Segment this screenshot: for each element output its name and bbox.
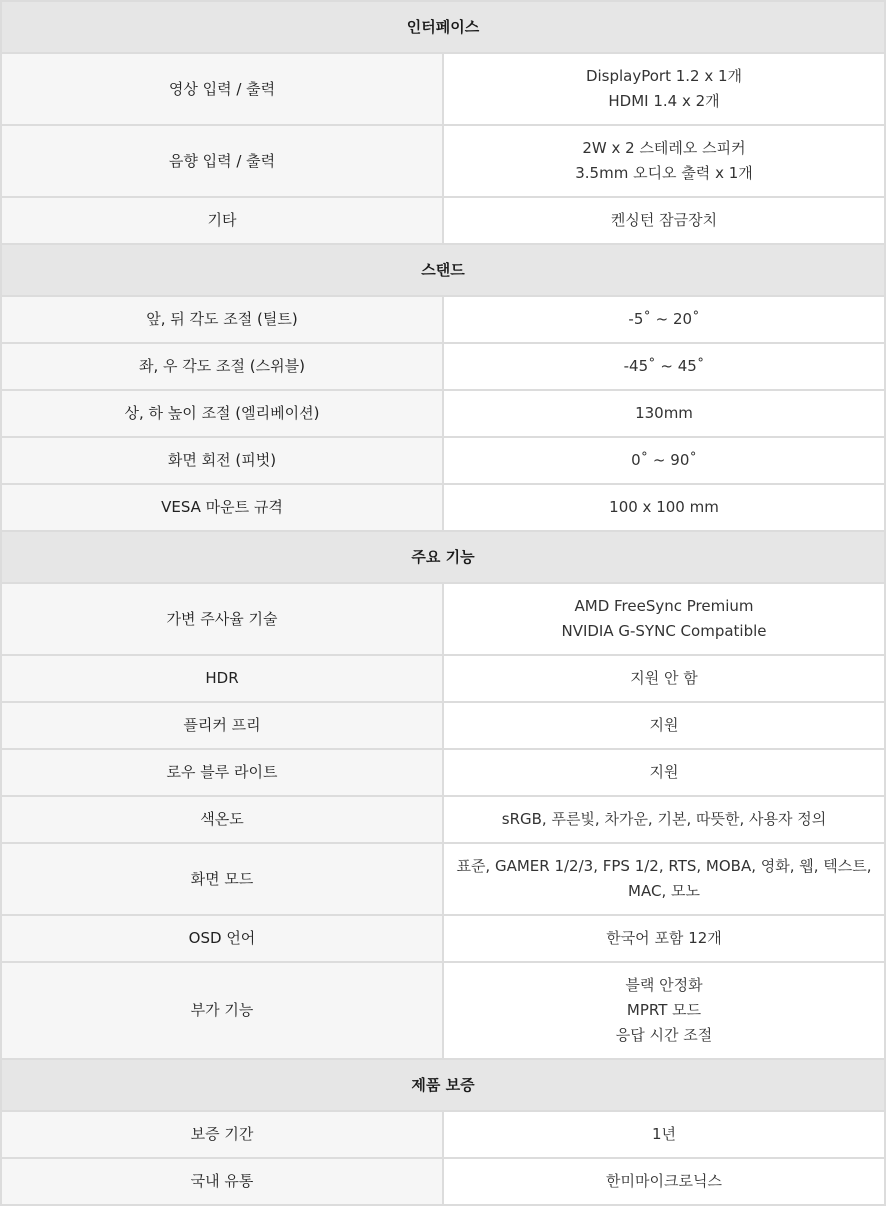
row-value bbox=[443, 343, 885, 390]
row-label: HDR bbox=[1, 655, 443, 702]
row-value bbox=[443, 1158, 885, 1205]
row-value bbox=[443, 962, 885, 1059]
value-line: DisplayPort 1.2 x 1개 bbox=[585, 67, 743, 85]
table-row bbox=[1, 843, 885, 915]
value-line: 1년 bbox=[651, 1125, 677, 1143]
row-label: 색온도 bbox=[1, 796, 443, 843]
table-row bbox=[1, 796, 885, 843]
table-row bbox=[1, 583, 885, 655]
spec-table-body bbox=[1, 1, 885, 1205]
row-value bbox=[443, 1111, 885, 1158]
value-line: 100 x 100 mm bbox=[609, 498, 719, 516]
table-row bbox=[1, 915, 885, 962]
table-row bbox=[1, 125, 885, 197]
table-row bbox=[1, 1111, 885, 1158]
row-value bbox=[443, 437, 885, 484]
table-row bbox=[1, 53, 885, 125]
row-value bbox=[443, 197, 885, 244]
value-line: 지원 안 함 bbox=[630, 669, 698, 687]
row-label: 국내 유통 bbox=[1, 1158, 443, 1205]
row-label: 기타 bbox=[1, 197, 443, 244]
value-line: 3.5mm 오디오 출력 x 1개 bbox=[575, 164, 753, 182]
table-row bbox=[1, 749, 885, 796]
row-label: 플리커 프리 bbox=[1, 702, 443, 749]
row-label: 음향 입력 / 출력 bbox=[1, 125, 443, 197]
row-value bbox=[443, 702, 885, 749]
row-value bbox=[443, 796, 885, 843]
value-line: 표준, GAMER 1/2/3, FPS 1/2, RTS, MOBA, 영화, 웹, 텍스트, MAC, 모노 bbox=[456, 857, 872, 900]
table-row bbox=[1, 390, 885, 437]
table-row bbox=[1, 702, 885, 749]
value-line: 130mm bbox=[635, 404, 693, 422]
section-header-warranty bbox=[1, 1059, 885, 1111]
row-value bbox=[443, 125, 885, 197]
row-label: 보증 기간 bbox=[1, 1111, 443, 1158]
section-header-stand bbox=[1, 244, 885, 296]
section-title: 주요 기능 bbox=[1, 531, 885, 583]
row-value bbox=[443, 484, 885, 531]
table-row bbox=[1, 1158, 885, 1205]
row-value bbox=[443, 296, 885, 343]
section-header-key-features bbox=[1, 531, 885, 583]
row-value bbox=[443, 390, 885, 437]
section-header-interface bbox=[1, 1, 885, 53]
row-value bbox=[443, 915, 885, 962]
row-label: 로우 블루 라이트 bbox=[1, 749, 443, 796]
row-label: 부가 기능 bbox=[1, 962, 443, 1059]
value-line: MPRT 모드 bbox=[626, 1001, 702, 1019]
table-row bbox=[1, 296, 885, 343]
value-line: 지원 bbox=[649, 716, 679, 734]
row-value bbox=[443, 53, 885, 125]
value-line: 응답 시간 조절 bbox=[615, 1026, 713, 1044]
value-line: 0˚ ~ 90˚ bbox=[631, 451, 697, 469]
value-line: NVIDIA G-SYNC Compatible bbox=[561, 622, 767, 640]
value-line: 블랙 안정화 bbox=[625, 976, 703, 994]
value-line: sRGB, 푸른빛, 차가운, 기본, 따뜻한, 사용자 정의 bbox=[501, 810, 827, 828]
value-line: 켄싱턴 잠금장치 bbox=[610, 211, 718, 229]
value-line: HDMI 1.4 x 2개 bbox=[608, 92, 720, 110]
section-title: 스탠드 bbox=[1, 244, 885, 296]
row-label: 화면 모드 bbox=[1, 843, 443, 915]
table-row bbox=[1, 437, 885, 484]
row-label: 앞, 뒤 각도 조절 (틸트) bbox=[1, 296, 443, 343]
row-value bbox=[443, 583, 885, 655]
section-title: 인터페이스 bbox=[1, 1, 885, 53]
row-label: 영상 입력 / 출력 bbox=[1, 53, 443, 125]
table-row bbox=[1, 962, 885, 1059]
table-row bbox=[1, 655, 885, 702]
value-line: 2W x 2 스테레오 스피커 bbox=[582, 139, 746, 157]
row-value bbox=[443, 843, 885, 915]
row-label: OSD 언어 bbox=[1, 915, 443, 962]
value-line: AMD FreeSync Premium bbox=[574, 597, 754, 615]
section-title: 제품 보증 bbox=[1, 1059, 885, 1111]
row-label: 상, 하 높이 조절 (엘리베이션) bbox=[1, 390, 443, 437]
row-label: VESA 마운트 규격 bbox=[1, 484, 443, 531]
value-line: 한미마이크로닉스 bbox=[606, 1172, 722, 1190]
value-line: 지원 bbox=[649, 763, 679, 781]
value-line: -5˚ ~ 20˚ bbox=[628, 310, 700, 328]
table-row bbox=[1, 343, 885, 390]
value-line: -45˚ ~ 45˚ bbox=[623, 357, 705, 375]
row-label: 가변 주사율 기술 bbox=[1, 583, 443, 655]
row-label: 좌, 우 각도 조절 (스위블) bbox=[1, 343, 443, 390]
value-line: 한국어 포함 12개 bbox=[606, 929, 722, 947]
row-value bbox=[443, 749, 885, 796]
row-value bbox=[443, 655, 885, 702]
row-label: 화면 회전 (피벗) bbox=[1, 437, 443, 484]
table-row bbox=[1, 484, 885, 531]
table-row bbox=[1, 197, 885, 244]
